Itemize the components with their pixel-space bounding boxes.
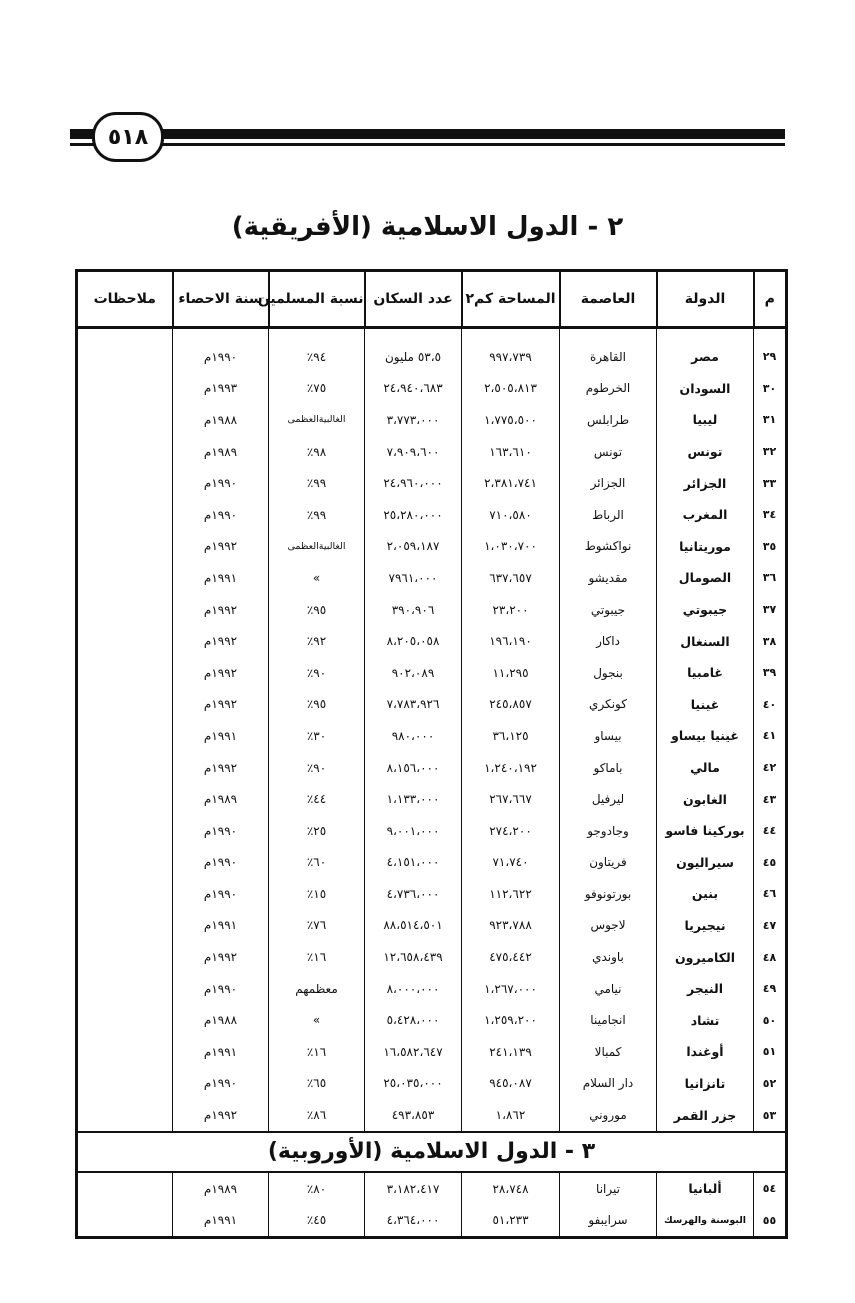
area: ٧١٠،٥٨٠ <box>462 499 560 531</box>
notes <box>77 1004 173 1036</box>
table-row <box>77 973 787 1005</box>
area: ٢٣،٢٠٠ <box>462 594 560 626</box>
notes <box>77 531 173 563</box>
header-rule-thick <box>158 129 785 139</box>
muslim-percentage: ١٦٪ <box>269 941 365 973</box>
census-year: ١٩٩٠م <box>173 815 269 847</box>
population: ١،١٣٣،٠٠٠ <box>365 783 462 815</box>
notes <box>77 594 173 626</box>
capital: كمبالا <box>560 1036 657 1068</box>
population: ٢،٠٥٩،١٨٧ <box>365 531 462 563</box>
capital: بنجول <box>560 657 657 689</box>
row-number: ٣٠ <box>754 373 787 405</box>
census-year: ١٩٩٠م <box>173 847 269 879</box>
capital: الخرطوم <box>560 373 657 405</box>
column-header: العاصمة <box>560 271 657 328</box>
muslim-percentage: معظمهم <box>269 973 365 1005</box>
population: ٢٥،٠٣٥،٠٠٠ <box>365 1068 462 1100</box>
population: ٩،٠٠١،٠٠٠ <box>365 815 462 847</box>
column-header: الدولة <box>657 271 754 328</box>
country-name: نيجيريا <box>657 910 754 942</box>
row-number: ٣٦ <box>754 562 787 594</box>
area: ١،٨٦٢ <box>462 1099 560 1132</box>
notes <box>77 847 173 879</box>
area: ٢،٣٨١،٧٤١ <box>462 467 560 499</box>
notes <box>77 436 173 468</box>
area: ٩٤٥،٠٨٧ <box>462 1068 560 1100</box>
area: ٩٩٧،٧٣٩ <box>462 328 560 373</box>
area: ٤٧٥،٤٤٢ <box>462 941 560 973</box>
row-number: ٥١ <box>754 1036 787 1068</box>
notes <box>77 373 173 405</box>
row-number: ٤٣ <box>754 783 787 815</box>
notes <box>77 499 173 531</box>
table-row <box>77 499 787 531</box>
population: ٤،٣٦٤،٠٠٠ <box>365 1204 462 1237</box>
muslim-percentage: ٩٠٪ <box>269 657 365 689</box>
census-year: ١٩٨٩م <box>173 1172 269 1205</box>
area: ٢٤٥،٨٥٧ <box>462 689 560 721</box>
population: ٨،٠٠٠،٠٠٠ <box>365 973 462 1005</box>
capital: القاهرة <box>560 328 657 373</box>
column-header: المساحة كم٢ <box>462 271 560 328</box>
population: ٢٤،٩٦٠،٠٠٠ <box>365 467 462 499</box>
capital: تيرانا <box>560 1172 657 1205</box>
census-year: ١٩٩٠م <box>173 328 269 373</box>
row-number: ٥٥ <box>754 1204 787 1237</box>
muslim-percentage: ٤٤٪ <box>269 783 365 815</box>
population: ٥،٤٢٨،٠٠٠ <box>365 1004 462 1036</box>
country-name: مصر <box>657 328 754 373</box>
table-row <box>77 878 787 910</box>
table-row <box>77 436 787 468</box>
population: ٤٩٣،٨٥٣ <box>365 1099 462 1132</box>
notes <box>77 1204 173 1237</box>
muslim-percentage: ٩٨٪ <box>269 436 365 468</box>
population: ١٢،٦٥٨،٤٣٩ <box>365 941 462 973</box>
row-number: ٥٠ <box>754 1004 787 1036</box>
muslim-percentage: ٩٥٪ <box>269 689 365 721</box>
muslim-percentage: » <box>269 1004 365 1036</box>
area: ٥١،٢٣٣ <box>462 1204 560 1237</box>
muslim-percentage: ٩٩٪ <box>269 499 365 531</box>
census-year: ١٩٩٢م <box>173 941 269 973</box>
capital: بورتونوفو <box>560 878 657 910</box>
population: ٢٤،٩٤٠،٦٨٣ <box>365 373 462 405</box>
population: ٢٥،٢٨٠،٠٠٠ <box>365 499 462 531</box>
capital: سرايبفو <box>560 1204 657 1237</box>
census-year: ١٩٩٠م <box>173 973 269 1005</box>
population: ٨،١٥٦،٠٠٠ <box>365 752 462 784</box>
african-rows <box>77 328 787 1132</box>
capital: مقديشو <box>560 562 657 594</box>
capital: نواكشوط <box>560 531 657 563</box>
capital: دار السلام <box>560 1068 657 1100</box>
capital: فريتاون <box>560 847 657 879</box>
country-name: تونس <box>657 436 754 468</box>
population: ٤،١٥١،٠٠٠ <box>365 847 462 879</box>
table-row <box>77 657 787 689</box>
page-number: ٥١٨ <box>92 112 164 162</box>
census-year: ١٩٩٣م <box>173 373 269 405</box>
table-row <box>77 594 787 626</box>
table-row <box>77 1068 787 1100</box>
notes <box>77 1172 173 1205</box>
country-name: الجزائر <box>657 467 754 499</box>
row-number: ٤٩ <box>754 973 787 1005</box>
table-row <box>77 1004 787 1036</box>
table-row <box>77 815 787 847</box>
capital: باماكو <box>560 752 657 784</box>
population: ٣،١٨٢،٤١٧ <box>365 1172 462 1205</box>
table-row <box>77 910 787 942</box>
notes <box>77 752 173 784</box>
notes <box>77 467 173 499</box>
area: ١٦٣،٦١٠ <box>462 436 560 468</box>
capital: الرباط <box>560 499 657 531</box>
row-number: ٤٨ <box>754 941 787 973</box>
population: ٧،٩٠٩،٦٠٠ <box>365 436 462 468</box>
population: ١٦،٥٨٢،٦٤٧ <box>365 1036 462 1068</box>
capital: انجامينا <box>560 1004 657 1036</box>
notes <box>77 1068 173 1100</box>
muslim-percentage: ٦٥٪ <box>269 1068 365 1100</box>
capital: بيساو <box>560 720 657 752</box>
muslim-percentage: ٧٥٪ <box>269 373 365 405</box>
population: ٨٨،٥١٤،٥٠١ <box>365 910 462 942</box>
notes <box>77 404 173 436</box>
country-name: سيراليون <box>657 847 754 879</box>
census-year: ١٩٩٢م <box>173 625 269 657</box>
column-header: ملاحظات <box>77 271 173 328</box>
country-name: النيجر <box>657 973 754 1005</box>
muslim-percentage: ٩٠٪ <box>269 752 365 784</box>
table-row <box>77 847 787 879</box>
row-number: ٣٩ <box>754 657 787 689</box>
notes <box>77 562 173 594</box>
table-row <box>77 1099 787 1132</box>
section-title: ٢ - الدول الاسلامية (الأفريقية) <box>231 212 624 242</box>
table-row <box>77 941 787 973</box>
notes <box>77 878 173 910</box>
census-year: ١٩٩٠م <box>173 1068 269 1100</box>
area: ١٩٦،١٩٠ <box>462 625 560 657</box>
table-row <box>77 373 787 405</box>
muslim-percentage: الغالبيةالعظمى <box>269 531 365 563</box>
muslim-percentage: الغالبيةالعظمى <box>269 404 365 436</box>
area: ٢٨،٧٤٨ <box>462 1172 560 1205</box>
census-year: ١٩٩٠م <box>173 467 269 499</box>
row-number: ٤٢ <box>754 752 787 784</box>
area: ١،٢٤٠،١٩٢ <box>462 752 560 784</box>
population: ٣،٧٧٣،٠٠٠ <box>365 404 462 436</box>
table-row <box>77 720 787 752</box>
row-number: ٥٤ <box>754 1172 787 1205</box>
row-number: ٣٧ <box>754 594 787 626</box>
census-year: ١٩٩٢م <box>173 531 269 563</box>
census-year: ١٩٩١م <box>173 1204 269 1237</box>
capital: موروني <box>560 1099 657 1132</box>
country-name: غامبيا <box>657 657 754 689</box>
column-header: سنة الاحصاء <box>173 271 269 328</box>
population: ٧،٧٨٣،٩٢٦ <box>365 689 462 721</box>
capital: باوندي <box>560 941 657 973</box>
census-year: ١٩٩٠م <box>173 878 269 910</box>
subsection-row <box>77 1132 787 1172</box>
muslim-percentage: ٩٢٪ <box>269 625 365 657</box>
muslim-percentage: ١٦٪ <box>269 1036 365 1068</box>
area: ٩٢٣،٧٨٨ <box>462 910 560 942</box>
country-name: تشاد <box>657 1004 754 1036</box>
country-name: البوسنة والهرسك <box>657 1204 754 1237</box>
muslim-percentage: ٣٠٪ <box>269 720 365 752</box>
area: ٧١،٧٤٠ <box>462 847 560 879</box>
area: ٦٣٧،٦٥٧ <box>462 562 560 594</box>
column-header: عدد السكان <box>365 271 462 328</box>
notes <box>77 941 173 973</box>
area: ١،٢٥٩،٢٠٠ <box>462 1004 560 1036</box>
row-number: ٤٧ <box>754 910 787 942</box>
population: ٩٠٢،٠٨٩ <box>365 657 462 689</box>
population: ٩٨٠،٠٠٠ <box>365 720 462 752</box>
census-year: ١٩٨٩م <box>173 783 269 815</box>
census-year: ١٩٨٨م <box>173 1004 269 1036</box>
area: ٢٦٧،٦٦٧ <box>462 783 560 815</box>
row-number: ٣٥ <box>754 531 787 563</box>
country-name: ليبيا <box>657 404 754 436</box>
country-name: أوغندا <box>657 1036 754 1068</box>
notes <box>77 657 173 689</box>
census-year: ١٩٩٠م <box>173 499 269 531</box>
page-header <box>70 112 785 162</box>
table-row <box>77 1036 787 1068</box>
row-number: ٥٢ <box>754 1068 787 1100</box>
census-year: ١٩٨٩م <box>173 436 269 468</box>
area: ٢،٥٠٥،٨١٣ <box>462 373 560 405</box>
table-row <box>77 328 787 373</box>
column-header: م <box>754 271 787 328</box>
column-header: نسبة المسلمين <box>269 271 365 328</box>
subsection-body <box>77 1132 787 1172</box>
census-year: ١٩٩٢م <box>173 689 269 721</box>
area: ٢٧٤،٢٠٠ <box>462 815 560 847</box>
capital: تونس <box>560 436 657 468</box>
notes <box>77 1099 173 1132</box>
muslim-percentage: ٢٥٪ <box>269 815 365 847</box>
census-year: ١٩٩٢م <box>173 657 269 689</box>
muslim-percentage: ٩٩٪ <box>269 467 365 499</box>
table-header-row <box>77 271 787 328</box>
area: ٢٤١،١٣٩ <box>462 1036 560 1068</box>
muslim-percentage: ٧٦٪ <box>269 910 365 942</box>
census-year: ١٩٩٢م <box>173 1099 269 1132</box>
table-row <box>77 1204 787 1237</box>
country-name: غينيا <box>657 689 754 721</box>
muslim-percentage: ٨٠٪ <box>269 1172 365 1205</box>
row-number: ٤٥ <box>754 847 787 879</box>
country-name: جزر القمر <box>657 1099 754 1132</box>
area: ١،٧٧٥،٥٠٠ <box>462 404 560 436</box>
row-number: ٤٤ <box>754 815 787 847</box>
population: ٤،٧٣٦،٠٠٠ <box>365 878 462 910</box>
population: ٥٣،٥ مليون <box>365 328 462 373</box>
population: ٣٩٠،٩٠٦ <box>365 594 462 626</box>
muslim-percentage: ٤٥٪ <box>269 1204 365 1237</box>
row-number: ٢٩ <box>754 328 787 373</box>
country-name: تانزانيا <box>657 1068 754 1100</box>
country-name: ألبانيا <box>657 1172 754 1205</box>
table-row <box>77 1172 787 1205</box>
table-row <box>77 689 787 721</box>
area: ١١،٢٩٥ <box>462 657 560 689</box>
country-name: غينيا بيساو <box>657 720 754 752</box>
row-number: ٣٨ <box>754 625 787 657</box>
table-row <box>77 625 787 657</box>
row-number: ٣٢ <box>754 436 787 468</box>
area: ١،٢٦٧،٠٠٠ <box>462 973 560 1005</box>
table-row <box>77 531 787 563</box>
country-name: السودان <box>657 373 754 405</box>
population: ٧٩٦١،٠٠٠ <box>365 562 462 594</box>
row-number: ٣١ <box>754 404 787 436</box>
notes <box>77 328 173 373</box>
table-row <box>77 752 787 784</box>
capital: طرابلس <box>560 404 657 436</box>
row-number: ٤٠ <box>754 689 787 721</box>
country-name: بوركينا فاسو <box>657 815 754 847</box>
row-number: ٣٤ <box>754 499 787 531</box>
census-year: ١٩٩١م <box>173 720 269 752</box>
notes <box>77 910 173 942</box>
capital: الجزائر <box>560 467 657 499</box>
census-year: ١٩٨٨م <box>173 404 269 436</box>
country-name: موريتانيا <box>657 531 754 563</box>
row-number: ٥٣ <box>754 1099 787 1132</box>
census-year: ١٩٩٢م <box>173 594 269 626</box>
country-name: الغابون <box>657 783 754 815</box>
notes <box>77 815 173 847</box>
country-name: الكاميرون <box>657 941 754 973</box>
capital: لاجوس <box>560 910 657 942</box>
country-name: الصومال <box>657 562 754 594</box>
muslim-percentage: ١٥٪ <box>269 878 365 910</box>
area: ١١٢،٦٢٢ <box>462 878 560 910</box>
area: ٣٦،١٢٥ <box>462 720 560 752</box>
table-row <box>77 562 787 594</box>
muslim-percentage: » <box>269 562 365 594</box>
countries-table-wrap <box>75 269 785 1228</box>
country-name: المغرب <box>657 499 754 531</box>
table-row <box>77 467 787 499</box>
capital: كونكري <box>560 689 657 721</box>
census-year: ١٩٩١م <box>173 562 269 594</box>
notes <box>77 783 173 815</box>
row-number: ٤١ <box>754 720 787 752</box>
notes <box>77 1036 173 1068</box>
census-year: ١٩٩١م <box>173 1036 269 1068</box>
country-name: بنين <box>657 878 754 910</box>
table-row <box>77 404 787 436</box>
capital: ليرفيل <box>560 783 657 815</box>
capital: جيبوتي <box>560 594 657 626</box>
census-year: ١٩٩١م <box>173 910 269 942</box>
capital: وجادوجو <box>560 815 657 847</box>
muslim-percentage: ٦٠٪ <box>269 847 365 879</box>
population: ٨،٢٠٥،٠٥٨ <box>365 625 462 657</box>
area: ١،٠٣٠،٧٠٠ <box>462 531 560 563</box>
notes <box>77 720 173 752</box>
countries-table <box>75 269 788 1239</box>
country-name: السنغال <box>657 625 754 657</box>
country-name: جيبوتي <box>657 594 754 626</box>
country-name: مالي <box>657 752 754 784</box>
census-year: ١٩٩٢م <box>173 752 269 784</box>
european-rows <box>77 1172 787 1238</box>
muslim-percentage: ٩٥٪ <box>269 594 365 626</box>
notes <box>77 625 173 657</box>
capital: نيامي <box>560 973 657 1005</box>
muslim-percentage: ٨٦٪ <box>269 1099 365 1132</box>
notes <box>77 689 173 721</box>
muslim-percentage: ٩٤٪ <box>269 328 365 373</box>
row-number: ٤٦ <box>754 878 787 910</box>
table-row <box>77 783 787 815</box>
subsection-title: ٣ - الدول الاسلامية (الأوروبية) <box>77 1132 787 1172</box>
header-rule-thin <box>158 143 785 146</box>
row-number: ٣٣ <box>754 467 787 499</box>
capital: داكار <box>560 625 657 657</box>
notes <box>77 973 173 1005</box>
